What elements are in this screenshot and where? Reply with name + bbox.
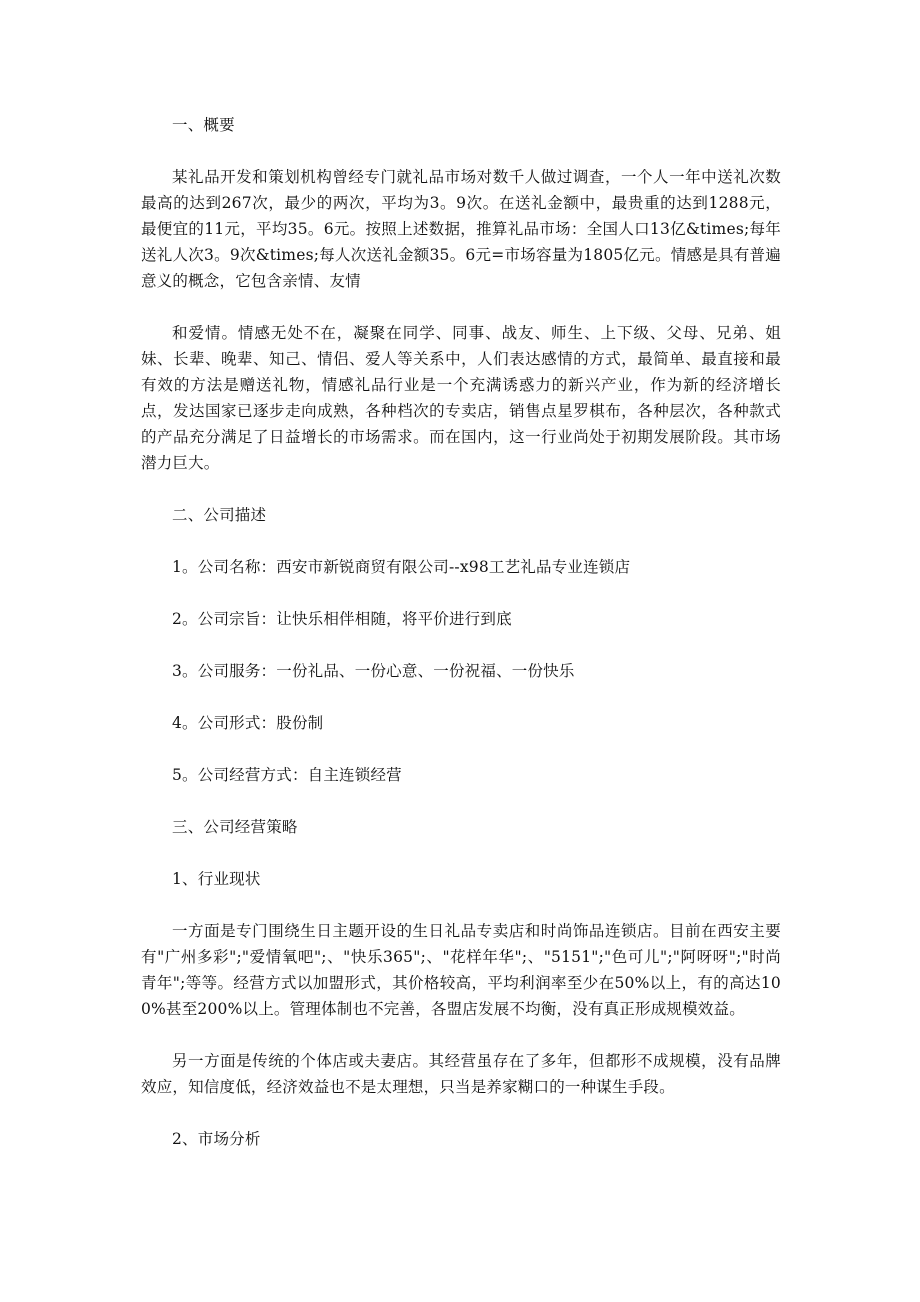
paragraph-industry-2: 另一方面是传统的个体店或夫妻店。其经营虽存在了多年，但都形不成规模，没有品牌效应，知信度低，经济效益也不是太理想，只当是养家糊口的一种谋生手段。 <box>141 1052 781 1096</box>
company-item-mission: 2。公司宗旨：让快乐相伴相随，将平价进行到底 <box>172 610 512 628</box>
company-item-operation: 5。公司经营方式：自主连锁经营 <box>172 766 402 784</box>
paragraph-industry-1: 一方面是专门围绕生日主题开设的生日礼品专卖店和时尚饰品连锁店。目前在西安主要有"广州多彩";"爱情氧吧";、"快乐365";、"花样年华";、"5151";"色可儿";"阿呀呀";"时尚青年";等等。经营方式以加盟形式，其价格较高，平均利润率至少在50%以上，有的高达100%甚至200%以上。管理体制也不完善，各盟店发展不均衡，没有真正形成规模效益。 <box>141 922 781 1018</box>
company-item-name: 1。公司名称：西安市新锐商贸有限公司--x98工艺礼品专业连锁店 <box>172 558 631 576</box>
company-item-form: 4。公司形式：股份制 <box>172 714 324 732</box>
document-body <box>141 112 781 1152</box>
subheading-market-analysis: 2、市场分析 <box>172 1130 261 1148</box>
section-heading-overview: 一、概要 <box>172 116 235 134</box>
subheading-industry-status: 1、行业现状 <box>172 870 261 888</box>
company-item-service: 3。公司服务：一份礼品、一份心意、一份祝福、一份快乐 <box>172 662 575 680</box>
paragraph-overview-2: 和爱情。情感无处不在，凝聚在同学、同事、战友、师生、上下级、父母、兄弟、姐妹、长辈、晚辈、知己、情侣、爱人等关系中，人们表达感情的方式，最简单、最直接和最有效的方法是赠送礼物，情感礼品行业是一个充满诱惑力的新兴产业，作为新的经济增长点，发达国家已逐步走向成熟，各种档次的专卖店，销售点星罗棋布，各种层次，各种款式的产品充分满足了日益增长的市场需求。而在国内，这一行业尚处于初期发展阶段。其市场潜力巨大。 <box>141 324 781 472</box>
paragraph-overview-1: 某礼品开发和策划机构曾经专门就礼品市场对数千人做过调查，一个人一年中送礼次数最高的达到267次，最少的两次，平均为3。9次。在送礼金额中，最贵重的达到1288元，最便宜的11元，平均35。6元。按照上述数据，推算礼品市场：全国人口13亿&times;每年送礼人次3。9次&times;每人次送礼金额35。6元=市场容量为1805亿元。情感是具有普遍意义的概念，它包含亲情、友情 <box>141 168 781 290</box>
section-heading-company: 二、公司描述 <box>172 506 267 524</box>
section-heading-strategy: 三、公司经营策略 <box>172 818 298 836</box>
